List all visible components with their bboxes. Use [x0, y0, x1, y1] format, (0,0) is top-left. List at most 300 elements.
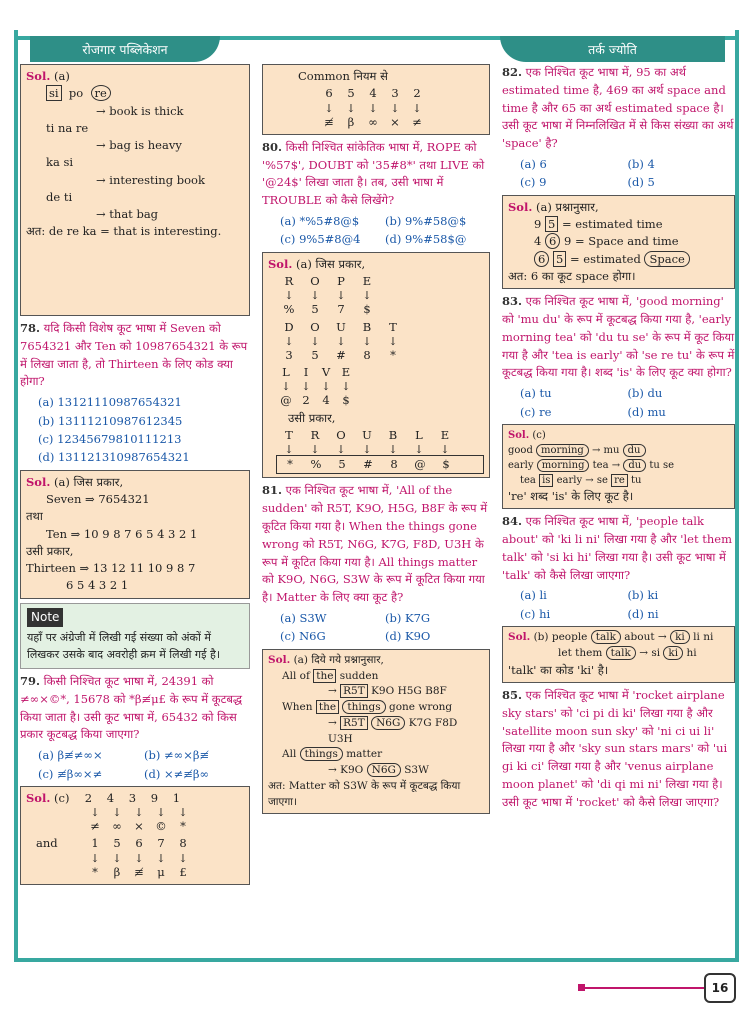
digit: 2	[84, 790, 93, 805]
code: $	[363, 302, 371, 317]
sol78-line: Ten ⇒ 10 9 8 7 6 5 4 3 2 1	[46, 526, 198, 541]
option[interactable]: (a) tu	[520, 386, 552, 401]
option[interactable]: (d) 9%#58$@	[385, 232, 467, 247]
letter: D	[284, 319, 294, 334]
code: S3W	[404, 764, 429, 776]
sol77-conclusion: अत: de re ka = that is interesting.	[26, 224, 222, 239]
sol77-line: → book is thick	[96, 103, 184, 118]
s79-code2	[84, 864, 244, 881]
word: about →	[624, 631, 667, 644]
question-80	[262, 139, 490, 210]
down-arrow-icon: ↓	[284, 334, 294, 348]
common-arrows	[318, 103, 484, 114]
option[interactable]: (c) 9%5#8@4	[280, 232, 361, 247]
option[interactable]: (c) ≢β∞×≠	[38, 766, 103, 781]
option[interactable]: (c) 12345679810111213	[38, 432, 182, 447]
code: *	[390, 347, 396, 362]
meaning: = estimated	[569, 251, 641, 266]
word: let	[558, 646, 572, 659]
digit: 4	[534, 234, 542, 249]
code: se	[596, 474, 608, 486]
code: tu	[631, 474, 642, 486]
option[interactable]: (d) ni	[627, 606, 659, 621]
option[interactable]: (a) *%5#8@$	[280, 214, 360, 228]
code: ∞	[368, 114, 378, 129]
letter: R	[284, 274, 294, 289]
q79-options	[20, 746, 250, 783]
down-arrow-icon: ↓	[134, 851, 144, 865]
sol-label: Sol.	[26, 69, 51, 83]
option[interactable]: (b) K7G	[385, 610, 431, 625]
down-arrow-icon: ↓	[440, 443, 450, 457]
solution-82	[502, 195, 735, 289]
sol77-line: ti na re	[46, 120, 89, 135]
header-right: तर्क ज्योति	[500, 36, 725, 62]
doubt-arrows	[276, 336, 484, 347]
code: ×	[134, 819, 144, 834]
q-text: एक निश्चित कूट भाषा में, 95 का अर्थ estimated time है, 469 का अर्थ space and time है और 65 का अर्थ estimated space है। उसी कूट भाषा में निम्नलिखित में से किस संख्या का अर्थ 'space' है?	[502, 65, 734, 151]
digit: 6	[325, 86, 333, 101]
q-text: किसी निश्चित कूट भाषा में, 24391 को ≠∞×©*, 15678 को *β≢μ£ के रूप में कूटबद्ध किया जाता है। उसी कूट भाषा में, 65432 को किस प्रकार कूटबद्ध किया जाएगा?	[20, 673, 243, 742]
code: $	[342, 393, 350, 408]
code: *	[180, 819, 186, 834]
option[interactable]: (c) N6G	[280, 629, 326, 644]
word: All	[282, 669, 297, 682]
option[interactable]: (b) 13111210987612345	[38, 413, 183, 428]
down-arrow-icon: ↓	[90, 851, 100, 865]
code: ≠	[412, 114, 422, 129]
down-arrow-icon: ↓	[134, 806, 144, 820]
down-arrow-icon: ↓	[281, 380, 291, 394]
word: sudden	[339, 669, 379, 682]
code: ≢	[134, 864, 144, 879]
code: 2	[302, 393, 310, 408]
solution-84	[502, 626, 735, 683]
code-circled: N6G	[371, 716, 405, 730]
solution-81: Sol. (a) दिये गये प्रश्नानुसार, All of the sudden → R5T K9O H5G B8F When the things gone wrong → R5T N6G K7G F8D U3H All things matter → K9O N6G S3W अत: Matter को S3W के रूप में कूटबद्ध किया जाएगा।	[262, 649, 490, 815]
letter: O	[310, 319, 320, 334]
down-arrow-icon: ↓	[412, 101, 422, 115]
rope-row	[276, 273, 484, 290]
digit: 3	[128, 790, 137, 805]
digit: 4	[369, 86, 377, 101]
down-arrow-icon: ↓	[310, 334, 320, 348]
letter: E	[341, 365, 351, 380]
code: K9O	[340, 764, 364, 776]
code-circled: N6G	[367, 763, 401, 777]
question-84	[502, 513, 735, 584]
word-circled: things	[342, 700, 385, 714]
code: li ni	[693, 631, 714, 644]
letter: P	[337, 274, 345, 289]
question-82	[502, 64, 735, 153]
digit: 7	[157, 836, 165, 851]
digit-boxed: 5	[553, 251, 566, 267]
solution-79	[20, 786, 250, 885]
doubt-code	[276, 347, 484, 364]
code: 3	[285, 347, 293, 362]
down-arrow-icon: ↓	[112, 806, 122, 820]
down-arrow-icon: ↓	[90, 806, 100, 820]
letter: V	[321, 365, 331, 380]
letter: L	[415, 427, 423, 442]
sol78-line: 6 5 4 3 2 1	[66, 578, 129, 593]
down-arrow-icon: ↓	[336, 443, 346, 457]
digit: 6	[135, 836, 143, 851]
word-circled: talk	[591, 630, 621, 644]
word-circled: talk	[606, 646, 636, 660]
digit-circled: 6	[545, 233, 560, 249]
code: → si	[639, 646, 661, 659]
code: 5	[338, 457, 346, 472]
down-arrow-icon: ↓	[301, 380, 311, 394]
word: of	[299, 669, 310, 682]
down-arrow-icon: ↓	[284, 443, 294, 457]
code: → mu	[591, 444, 620, 456]
s79-arrows2	[84, 853, 244, 864]
letter: T	[389, 319, 397, 334]
code: β	[347, 114, 355, 129]
word: people	[551, 631, 588, 644]
solution-83	[502, 424, 735, 509]
q83-options	[502, 384, 735, 421]
option[interactable]: (c) 9	[520, 175, 547, 190]
down-arrow-icon: ↓	[156, 851, 166, 865]
code-boxed: R5T	[340, 684, 368, 698]
sol78-line: तथा	[26, 509, 43, 524]
down-arrow-icon: ↓	[414, 443, 424, 457]
s79-row2	[84, 835, 194, 852]
doubt-row	[276, 319, 484, 336]
digit: 9	[563, 234, 572, 249]
letter: I	[303, 365, 309, 380]
option[interactable]: (a) 6	[520, 157, 547, 172]
sol-label: Sol.	[508, 429, 530, 441]
same-text: उसी प्रकार,	[288, 410, 336, 425]
word: early	[508, 459, 534, 471]
option[interactable]: (b) ≠∞×β≢	[144, 748, 210, 763]
q-text: एक निश्चित कूट भाषा में, 'All of the sudden' को R5T, K9O, H5G, B8F के रूप में कूटित किया गया है। When the things gone wrong को R5T, N6G, K7G, F8D, U3H के रूप में कूटित किया गया है। All things matter को K9O, N6G, S3W के रूप में कूटित किया गया है। Matter के लिए क्या कूट है?	[262, 483, 488, 605]
sol82-conclusion: अत: 6 का कूट space होगा।	[508, 268, 636, 283]
down-arrow-icon: ↓	[310, 289, 320, 303]
sol-label: Sol.	[268, 256, 293, 271]
digit: 1	[172, 790, 181, 805]
sol77-line: de ti	[46, 189, 73, 204]
sol77-line: ka si	[46, 155, 74, 170]
sol-label: Sol.	[508, 199, 533, 214]
q82-options	[502, 155, 735, 192]
letter: R	[310, 427, 320, 442]
code-circled: du	[623, 459, 646, 472]
down-arrow-icon: ↓	[178, 851, 188, 865]
header-left: रोजगार पब्लिकेशन	[30, 36, 220, 62]
q80-options	[262, 212, 490, 249]
q84-options	[502, 586, 735, 623]
common-heading: Common नियम से	[298, 69, 388, 83]
w-si: si	[46, 85, 62, 101]
q-num: 81.	[262, 483, 283, 498]
letter: U	[362, 427, 372, 442]
rope-arrows	[276, 290, 484, 301]
down-arrow-icon: ↓	[156, 806, 166, 820]
column-1	[20, 64, 250, 889]
code: tu se	[649, 459, 675, 471]
word: them	[575, 646, 603, 659]
option[interactable]: (a) S3W	[280, 610, 327, 625]
sol84-conclusion: 'talk' का कोड 'ki' है।	[508, 662, 609, 677]
live-row	[276, 364, 484, 381]
sol78-line: Seven ⇒ 7654321	[46, 492, 150, 507]
solution-77: Sol. (a) si po re → book is thick ti na re → bag is heavy ka si → interesting book de ti → that bag अत: de re ka = that is interesting.	[20, 64, 250, 316]
sol81-conclusion: अत: Matter को S3W के रूप में कूटबद्ध किया जाएगा।	[268, 779, 461, 808]
q78-options	[20, 393, 250, 467]
meaning: time	[636, 217, 663, 232]
code: K7G F8D U3H	[328, 716, 458, 745]
code: £	[179, 864, 187, 879]
word-circled: things	[300, 747, 343, 761]
digit: 9	[150, 790, 159, 805]
option[interactable]: (a) β≢≠∞×	[38, 748, 103, 763]
down-arrow-icon: ↓	[362, 443, 372, 457]
sol-head: (a) जिस प्रकार,	[54, 474, 124, 489]
sol-answer: (a)	[54, 69, 70, 83]
sol-label: Sol.	[26, 790, 51, 805]
sol77-line: → bag is heavy	[96, 138, 182, 152]
column-3	[502, 64, 735, 814]
word: gone wrong	[388, 701, 453, 713]
word: All	[282, 748, 297, 761]
code: 5	[311, 302, 319, 317]
q-text: एक निश्चित कूट भाषा में, 'good morning' को 'mu du' के रूप में कूटबद्ध किया गया है, 'early morning tea' को 'du tu se' के रूप में कूट किया गया है और 'tea is early' को 'se re tu' के रूप में कूटबद्ध किया गया है। शब्द 'is' के लिए कूट क्या होगा?	[502, 294, 735, 380]
note-text: यहाँ पर अंग्रेजी में लिखी गई संख्या को अंकों में लिखकर उसके बाद अवरोही क्रम में लिखी गई है।	[27, 630, 221, 662]
code-boxed: re	[611, 474, 628, 487]
page-marker-line	[580, 987, 704, 989]
sol-head: (a) दिये गये प्रश्नानुसार,	[293, 653, 384, 666]
code: %	[310, 457, 322, 472]
code: K9O	[371, 685, 395, 698]
q-num: 80.	[262, 139, 283, 154]
letter: O	[310, 274, 320, 289]
option[interactable]: (b) ki	[627, 588, 659, 603]
down-arrow-icon: ↓	[341, 380, 351, 394]
solution-80	[262, 252, 490, 479]
digit: 3	[391, 86, 399, 101]
code: ×	[390, 114, 400, 129]
code: 5	[311, 347, 319, 362]
digit: 5	[347, 86, 355, 101]
option[interactable]: (b) 9%#58@$	[385, 214, 467, 228]
trouble-code	[276, 455, 484, 474]
sol-answer: (c)	[54, 790, 70, 805]
trouble-row	[276, 427, 484, 444]
digit-circled: 6	[534, 251, 549, 267]
sol83-conclusion: 're' शब्द 'is' के लिए कूट है।	[508, 488, 634, 503]
trouble-arrows	[276, 444, 484, 455]
down-arrow-icon: ↓	[336, 289, 346, 303]
live-arrows	[276, 381, 484, 392]
option[interactable]: (b) 4	[627, 157, 655, 172]
meaning-circled: Space	[644, 251, 689, 267]
code: @	[280, 393, 292, 408]
s79-code1	[84, 818, 244, 835]
q-text: किसी निश्चित सांकेतिक भाषा में, ROPE को '%57$', DOUBT को '35#8*' तथा LIVE को '@24$' लिखा जाता है। तब, उसी भाषा में TROUBLE को कैसे लिखेंगे?	[262, 139, 485, 208]
digit: 4	[106, 790, 115, 805]
down-arrow-icon: ↓	[336, 334, 346, 348]
question-83	[502, 293, 735, 382]
s79-row1	[77, 790, 187, 807]
option[interactable]: (d) 131121310987654321	[38, 450, 190, 465]
word: matter	[346, 748, 383, 761]
option[interactable]: (c) hi	[520, 606, 551, 621]
letter: E	[440, 427, 450, 442]
sol-answer: (c)	[532, 429, 546, 441]
code: ≢	[324, 114, 334, 129]
word: early →	[556, 474, 594, 486]
code: 8	[390, 457, 398, 472]
code: %	[283, 302, 295, 317]
q-text: एक निश्चित कूट भाषा में 'rocket airplane sky stars' को 'ci pi di ki' लिखा गया है और 'satellite moon sun sky' को 'ni ci ui li' लिखा गया है और 'sky sun stars mars' को 'ui gi ki ci' लिखा गया है और 'venus airplane moon planet' को 'di qi mi ni' लिखा गया है। उसी कूट भाषा में 'rocket' को कैसे लिखा जाएगा?	[502, 687, 728, 809]
sol-head: (a) जिस प्रकार,	[296, 256, 366, 271]
code: H5G B8F	[397, 685, 447, 698]
letter: B	[362, 319, 372, 334]
letter: B	[388, 427, 398, 442]
digit: 2	[413, 86, 421, 101]
option[interactable]: (c) re	[520, 404, 552, 419]
down-arrow-icon: ↓	[362, 334, 372, 348]
option[interactable]: (b) du	[627, 386, 663, 401]
question-81	[262, 482, 490, 607]
q-text: यदि किसी विशेष कूट भाषा में Seven को 7654321 और Ten को 10987654321 के रूप में लिखा जाता है, तो Thirteen के लिए कोड क्या होगा?	[20, 321, 248, 389]
code: #	[336, 347, 346, 362]
digit: 5	[113, 836, 121, 851]
digit: 1	[91, 836, 99, 851]
column-2	[262, 64, 490, 818]
down-arrow-icon: ↓	[310, 443, 320, 457]
code: *	[92, 864, 98, 879]
option[interactable]: (d) 5	[627, 175, 655, 190]
sol-label: Sol.	[26, 474, 51, 489]
code-circled: ki	[663, 646, 683, 660]
down-arrow-icon: ↓	[112, 851, 122, 865]
sol-head: (a) प्रश्नानुसार,	[536, 199, 599, 214]
option[interactable]: (a) 13121110987654321	[38, 395, 182, 410]
note-box	[20, 603, 250, 669]
common-code	[318, 114, 484, 131]
meaning: and time	[627, 234, 679, 249]
letter: T	[285, 427, 293, 442]
rope-code	[276, 301, 484, 318]
down-arrow-icon: ↓	[346, 101, 356, 115]
letter: L	[282, 365, 290, 380]
meaning: = Space	[574, 234, 624, 249]
down-arrow-icon: ↓	[178, 806, 188, 820]
down-arrow-icon: ↓	[388, 334, 398, 348]
down-arrow-icon: ↓	[362, 289, 372, 303]
option[interactable]: (d) ×≠≢β∞	[144, 766, 210, 781]
down-arrow-icon: ↓	[388, 443, 398, 457]
word: tea →	[592, 459, 621, 471]
code: ≠	[90, 819, 100, 834]
down-arrow-icon: ↓	[321, 380, 331, 394]
sol-label: Sol.	[268, 653, 291, 666]
q-num: 84.	[502, 514, 523, 529]
q81-options	[262, 609, 490, 646]
note-heading: Note	[27, 608, 63, 627]
sol78-line: Thirteen ⇒ 13 12 11 10 9 8 7	[26, 561, 196, 576]
code: #	[363, 457, 373, 472]
code: *	[287, 457, 293, 472]
code-boxed: R5T	[340, 716, 368, 730]
q-text: एक निश्चित कूट भाषा में, 'people talk about' को 'ki li ni' लिखा गया है और 'let them talk' को 'si ki hi' लिखा गया है। उसी कूट भाषा में 'talk' को कैसे लिखा जाएगा?	[502, 514, 732, 582]
option[interactable]: (d) K9O	[385, 629, 431, 644]
letter: O	[336, 427, 346, 442]
code: $	[442, 457, 450, 472]
solution-78	[20, 470, 250, 599]
code-circled: du	[623, 444, 646, 457]
s79-arrows1	[84, 807, 244, 818]
down-arrow-icon: ↓	[284, 289, 294, 303]
code: 7	[337, 302, 345, 317]
code: 8	[363, 347, 371, 362]
letter: U	[336, 319, 346, 334]
letter: E	[362, 274, 372, 289]
word: tea	[520, 474, 536, 486]
code: ©	[155, 819, 167, 834]
code: μ	[157, 864, 165, 879]
word-boxed: is	[539, 474, 553, 487]
w-re: re	[91, 85, 111, 101]
question-78	[20, 320, 250, 391]
code: @	[414, 457, 426, 472]
sol77-line: → interesting book	[96, 172, 205, 187]
down-arrow-icon: ↓	[324, 101, 334, 115]
page-number: 16	[704, 973, 736, 1003]
word-boxed: the	[316, 700, 339, 714]
code: 4	[322, 393, 330, 408]
option[interactable]: (d) mu	[627, 404, 666, 419]
and-text: and	[36, 836, 58, 851]
common-rule-box	[262, 64, 490, 135]
word: good	[508, 444, 533, 456]
sol-label: Sol.	[508, 631, 531, 644]
word-boxed: the	[313, 669, 336, 683]
digit-boxed: 5	[545, 216, 558, 232]
q-num: 78.	[20, 321, 41, 335]
sol-answer: (b)	[533, 631, 549, 644]
q-num: 79.	[20, 673, 41, 688]
sol77-line: → that bag	[96, 207, 159, 221]
code: hi	[686, 646, 697, 659]
live-code	[276, 392, 484, 409]
question-79	[20, 673, 250, 744]
question-85	[502, 687, 735, 812]
code: β	[113, 864, 121, 879]
q-num: 82.	[502, 65, 523, 79]
digit: 9	[534, 217, 542, 232]
word-circled: morning	[536, 444, 589, 457]
q-num: 85.	[502, 687, 523, 702]
sol78-line: उसी प्रकार,	[26, 543, 74, 558]
word-circled: morning	[537, 459, 590, 472]
code-circled: ki	[670, 630, 690, 644]
down-arrow-icon: ↓	[390, 101, 400, 115]
word: When	[282, 701, 313, 713]
common-row	[318, 85, 484, 102]
option[interactable]: (a) li	[520, 588, 547, 603]
q-num: 83.	[502, 294, 523, 309]
code: ∞	[112, 819, 122, 834]
digit: 8	[179, 836, 187, 851]
